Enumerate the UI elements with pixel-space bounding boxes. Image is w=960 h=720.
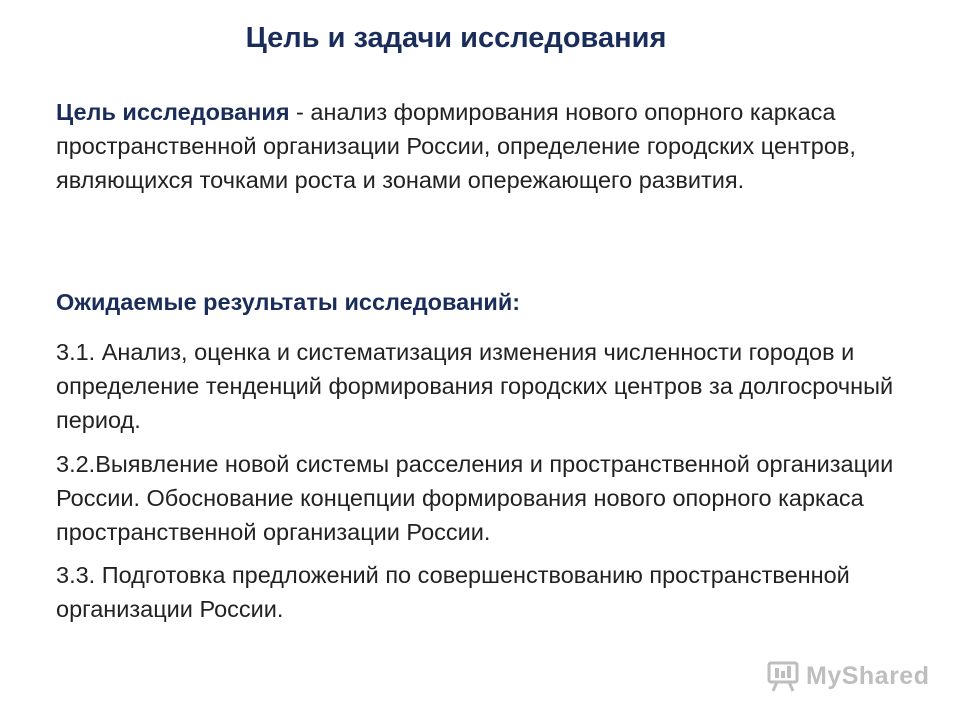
result-item-3-1: 3.1. Анализ, оценка и систематизация изменения численности городов и определение тенденций формирования городских центров за долгосрочный период. bbox=[56, 339, 894, 433]
research-goal bbox=[56, 95, 896, 197]
result-item-3-3: 3.3. Подготовка предложений по совершенствованию пространственной организации России. bbox=[56, 562, 850, 622]
research-goal-text: - анализ формирования нового опорного каркаса пространственной организации России, определение городских центров, являющихся точками роста и зонами опережающего развития. bbox=[56, 99, 856, 193]
expected-results-heading: Ожидаемые результаты исследований: bbox=[56, 289, 521, 315]
slide-title: Цель и задачи исследования bbox=[245, 22, 667, 54]
myshared-watermark bbox=[766, 656, 929, 696]
watermark-text: MyShared bbox=[806, 661, 930, 690]
research-goal-label: Цель исследования bbox=[56, 99, 290, 125]
presentation-board-icon bbox=[766, 659, 800, 693]
result-item-3-2: 3.2.Выявление новой системы расселения и пространственной организации России. Обоснование концепции формирования нового опорного каркаса пространственной организации России. bbox=[56, 451, 894, 545]
